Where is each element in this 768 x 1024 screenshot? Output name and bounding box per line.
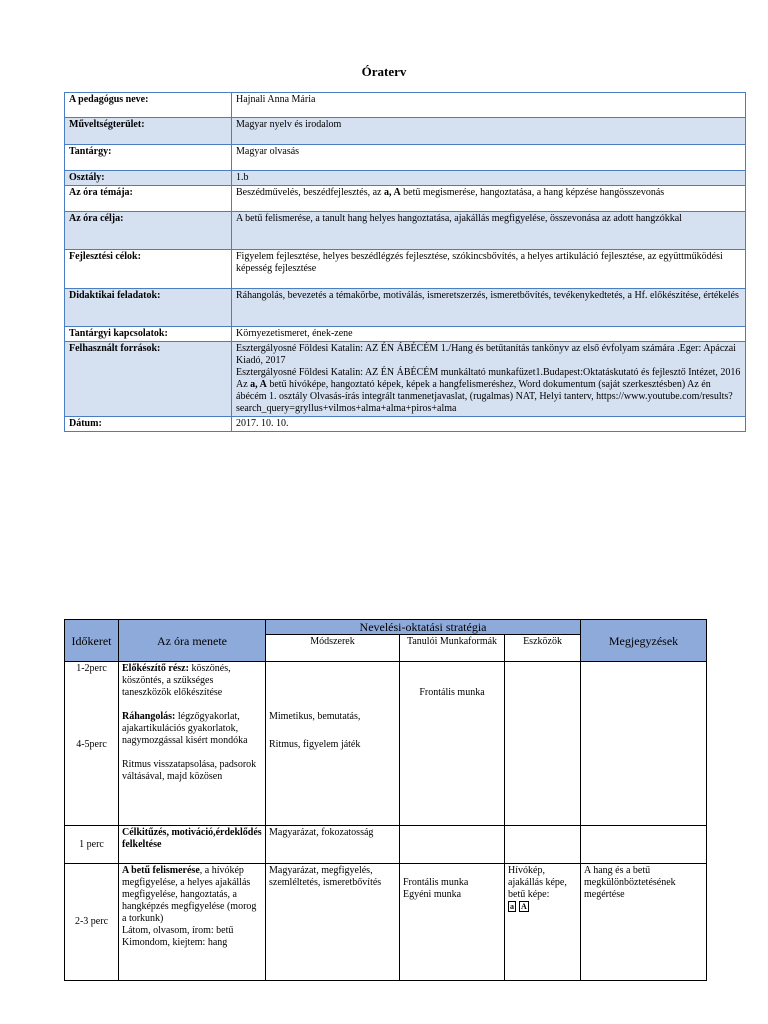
forrasok-label: Felhasznált források: (65, 342, 232, 417)
munkaformak-cell: Frontális munka (400, 662, 505, 826)
eszkozok-cell: Hívókép, ajakállás képe, betű képe: a A (505, 864, 581, 981)
header-idokeret: Időkeret (65, 620, 119, 662)
forrasok-value (232, 342, 746, 417)
eszkozok-cell (505, 662, 581, 826)
forras-2: Esztergályosné Földesi Katalin: AZ ÉN ÁBÉCÉM munkáltató munkafüzet1.Budapest:Oktatáskutató és fejlesztő Intézet, 2016 (236, 367, 741, 378)
cel-label: Az óra célja: (65, 212, 232, 250)
tantargy-label: Tantárgy: (65, 145, 232, 171)
osztaly-value: 1.b (232, 171, 746, 186)
kapcsolatok-value: Környezetismeret, ének-zene (232, 327, 746, 342)
header-strategia: Nevelési-oktatási stratégia (266, 620, 581, 635)
forras-1: Esztergályosné Földesi Katalin: AZ ÉN ÁBÉCÉM 1./Hang és betűtanítás tankönyv az első évfolyam számára .Eger: Apáczai Kiadó, 2017 (236, 343, 736, 366)
didaktika-label: Didaktikai feladatok: (65, 289, 232, 327)
osztaly-label: Osztály: (65, 171, 232, 186)
modszerek-cell: Magyarázat, fokozatosság (266, 826, 400, 864)
header-eszkozok: Eszközök (505, 635, 581, 662)
table-row (65, 662, 707, 826)
tema-value: Beszédművelés, beszédfejlesztés, az a, A betű megismerése, hangoztatása, a hang képzése hangösszevonás (232, 186, 746, 212)
megjegyzes-cell (581, 662, 707, 826)
header-megjegyzesek: Megjegyzések (581, 620, 707, 662)
eszkozok-cell (505, 826, 581, 864)
lesson-info-table (64, 92, 746, 432)
ritmus: Ritmus visszatapsolása, padsorok váltásával, majd közösen (122, 759, 257, 782)
megjegyzes-cell: A hang és a betű megkülönböztetésének megértése (581, 864, 707, 981)
cel-value: A betű felismerése, a tanult hang helyes hangoztatása, ajakállás megfigyelése, összevonása az adott hangzókkal (232, 212, 746, 250)
menete-cell (119, 662, 266, 826)
menete-cell: A betű felismerése, a hívókép megfigyelése, a helyes ajakállás megfigyelése, hangoztatás, a hangképzés megfigyelése (morog a torkunk) Látom, olvasom, írom: betű Kimondom, kiejtem: hang (119, 864, 266, 981)
megjegyzes-cell (581, 826, 707, 864)
letter-a-big-icon: A (521, 902, 527, 911)
didaktika-value: Ráhangolás, bevezetés a témakörbe, motiválás, ismeretszerzés, ismeretbővítés, tevékenykedtetés, a Hf. előkészítése, értékelés (232, 289, 746, 327)
tantargy-value: Magyar olvasás (232, 145, 746, 171)
page-title: Óraterv (361, 64, 407, 79)
letter-a-small-icon: a (510, 902, 514, 911)
lesson-plan-table (64, 619, 707, 981)
kapcsolatok-label: Tantárgyi kapcsolatok: (65, 327, 232, 342)
idokeret-cell: 1 perc (65, 826, 119, 864)
pedagogus-label: A pedagógus neve: (65, 93, 232, 118)
datum-label: Dátum: (65, 417, 232, 432)
header-modszerek: Módszerek (266, 635, 400, 662)
idokeret-cell: 1-2perc 4-5perc (65, 662, 119, 826)
header-munkaformak: Tanulói Munkaformák (400, 635, 505, 662)
fejlesztes-value: Figyelem fejlesztése, helyes beszédlégzés fejlesztése, szókincsbővítés, a helyes artikuláció fejlesztése, az együttműködési képesség fejlesztése (232, 250, 746, 289)
menete-cell: Célkitűzés, motiváció,érdeklődés felkeltése (119, 826, 266, 864)
muveltseg-value: Magyar nyelv és irodalom (232, 118, 746, 145)
header-ora-menete: Az óra menete (119, 620, 266, 662)
pedagogus-value: Hajnali Anna Mária (232, 93, 746, 118)
munkaformak-cell (400, 826, 505, 864)
fejlesztes-label: Fejlesztési célok: (65, 250, 232, 289)
muveltseg-label: Műveltségterület: (65, 118, 232, 145)
elokeszito: Előkészítő rész: köszönés, köszöntés, a szükséges taneszközök előkészítése (122, 663, 231, 698)
table-row (65, 826, 707, 864)
modszerek-cell: Mimetikus, bemutatás, Ritmus, figyelem játék (266, 662, 400, 826)
modszerek-cell: Magyarázat, megfigyelés, szemléltetés, ismeretbővítés (266, 864, 400, 981)
datum-value: 2017. 10. 10. (232, 417, 746, 432)
tema-label: Az óra témája: (65, 186, 232, 212)
forras-3: Az a, A betű hívóképe, hangoztató képek, képek a hangfelismeréshez, Word dokumentum (saját szerkesztésben) Az én ábécém 1. osztály Olvasás-írás integrált tanmenetjavaslat, (rugalmas) NAT, Helyi tanterv, https://www.youtube.com/results?search_query=gryllus+vilmos+alma+alma+piros+alma (236, 379, 733, 414)
idokeret-cell: 2-3 perc (65, 864, 119, 981)
munkaformak-cell: Frontális munka Egyéni munka (400, 864, 505, 981)
rahangolas: Ráhangolás: légzőgyakorlat, ajakartikulációs gyakorlatok, nagymozgással kisért mondóka (122, 711, 248, 746)
table-row (65, 864, 707, 981)
